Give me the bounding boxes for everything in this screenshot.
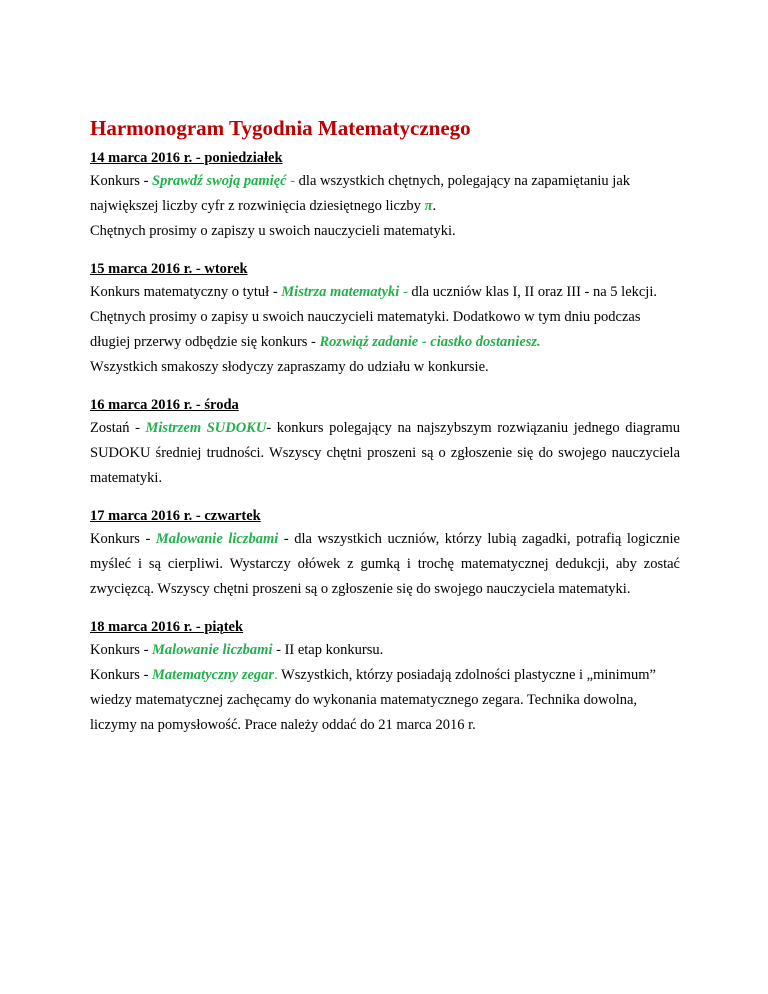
section-paragraph — [90, 638, 680, 663]
text: dla uczniów klas I, II oraz III - na 5 lekcji. Chętnych prosimy o zapisy u swoich nauczycieli matematyki. Dodatkowo w tym dniu podczas długiej przerwy odbędzie się konkurs - — [90, 284, 657, 350]
section-date: 16 marca 2016 r. - środa — [90, 397, 239, 413]
text: - konkurs polegający na najszybszym rozwiązaniu jednego diagramu SUDOKU średniej trudności. Wszyscy chętni proszeni są o zgłoszenie się do swojego nauczyciela matematyki. — [90, 420, 680, 486]
text: - — [399, 284, 412, 300]
text: Konkurs - — [90, 642, 153, 658]
text: Zostań - — [90, 420, 146, 436]
text: - — [286, 173, 299, 189]
section-paragraph — [90, 169, 680, 219]
text: Konkurs - — [90, 173, 153, 189]
section-paragraph — [90, 663, 680, 738]
document-title: Harmonogram Tygodnia Matematycznego — [90, 116, 471, 140]
section-date: 18 marca 2016 r. - piątek — [90, 619, 244, 635]
section-thursday — [90, 505, 680, 602]
section-paragraph — [90, 416, 680, 491]
section-paragraph — [90, 527, 680, 602]
section-date: 14 marca 2016 r. - poniedziałek — [90, 150, 283, 166]
pi-symbol: π — [424, 198, 433, 214]
text: Konkurs matematyczny o tytuł - — [90, 284, 282, 300]
section-wednesday — [90, 394, 680, 491]
section-paragraph: Wszystkich smakoszy słodyczy zapraszamy do udziału w konkursie. — [90, 359, 489, 375]
section-friday — [90, 616, 680, 738]
text: . — [274, 667, 278, 683]
contest-name: Mistrza matematyki — [281, 284, 400, 300]
text: Konkurs - — [90, 531, 156, 547]
text: dla wszystkich chętnych, polegający na zapamiętaniu jak największej liczby cyfr z rozwinięcia dziesiętnego liczby — [90, 173, 631, 214]
section-tuesday — [90, 258, 680, 380]
contest-name: Rozwiąż zadanie - ciastko dostaniesz. — [319, 334, 541, 350]
contest-name: Matematyczny zegar — [152, 667, 275, 683]
contest-name: Malowanie liczbami — [152, 642, 273, 658]
section-paragraph — [90, 280, 680, 355]
text: - dla wszystkich uczniów, którzy lubią zagadki, potrafią logicznie myśleć i są cierpliwi. Wystarczy ołówek z gumką i trochę matematycznej dedukcji, aby zostać zwycięzcą. Wszyscy chętni proszeni są o zgłoszenie się do swojego nauczyciela matematyki. — [90, 531, 680, 597]
section-date: 17 marca 2016 r. - czwartek — [90, 508, 261, 524]
contest-name: Sprawdź swoją pamięć — [152, 173, 287, 189]
contest-name: Mistrzem SUDOKU — [145, 420, 267, 436]
section-monday — [90, 147, 680, 244]
text: Wszystkich, którzy posiadają zdolności plastyczne i „minimum” wiedzy matematycznej zachęcamy do wykonania matematycznego zegara. Technika dowolna, liczymy na pomysłowość. Prace należy oddać do 21 marca 2016 r. — [90, 667, 656, 733]
text: Konkurs - — [90, 667, 153, 683]
text: - II etap konkursu. — [272, 642, 384, 658]
section-paragraph: Chętnych prosimy o zapiszy u swoich nauczycieli matematyki. — [90, 223, 456, 239]
section-date: 15 marca 2016 r. - wtorek — [90, 261, 248, 277]
text: . — [432, 198, 437, 214]
contest-name: Malowanie liczbami — [155, 531, 279, 547]
document-page — [90, 114, 680, 752]
